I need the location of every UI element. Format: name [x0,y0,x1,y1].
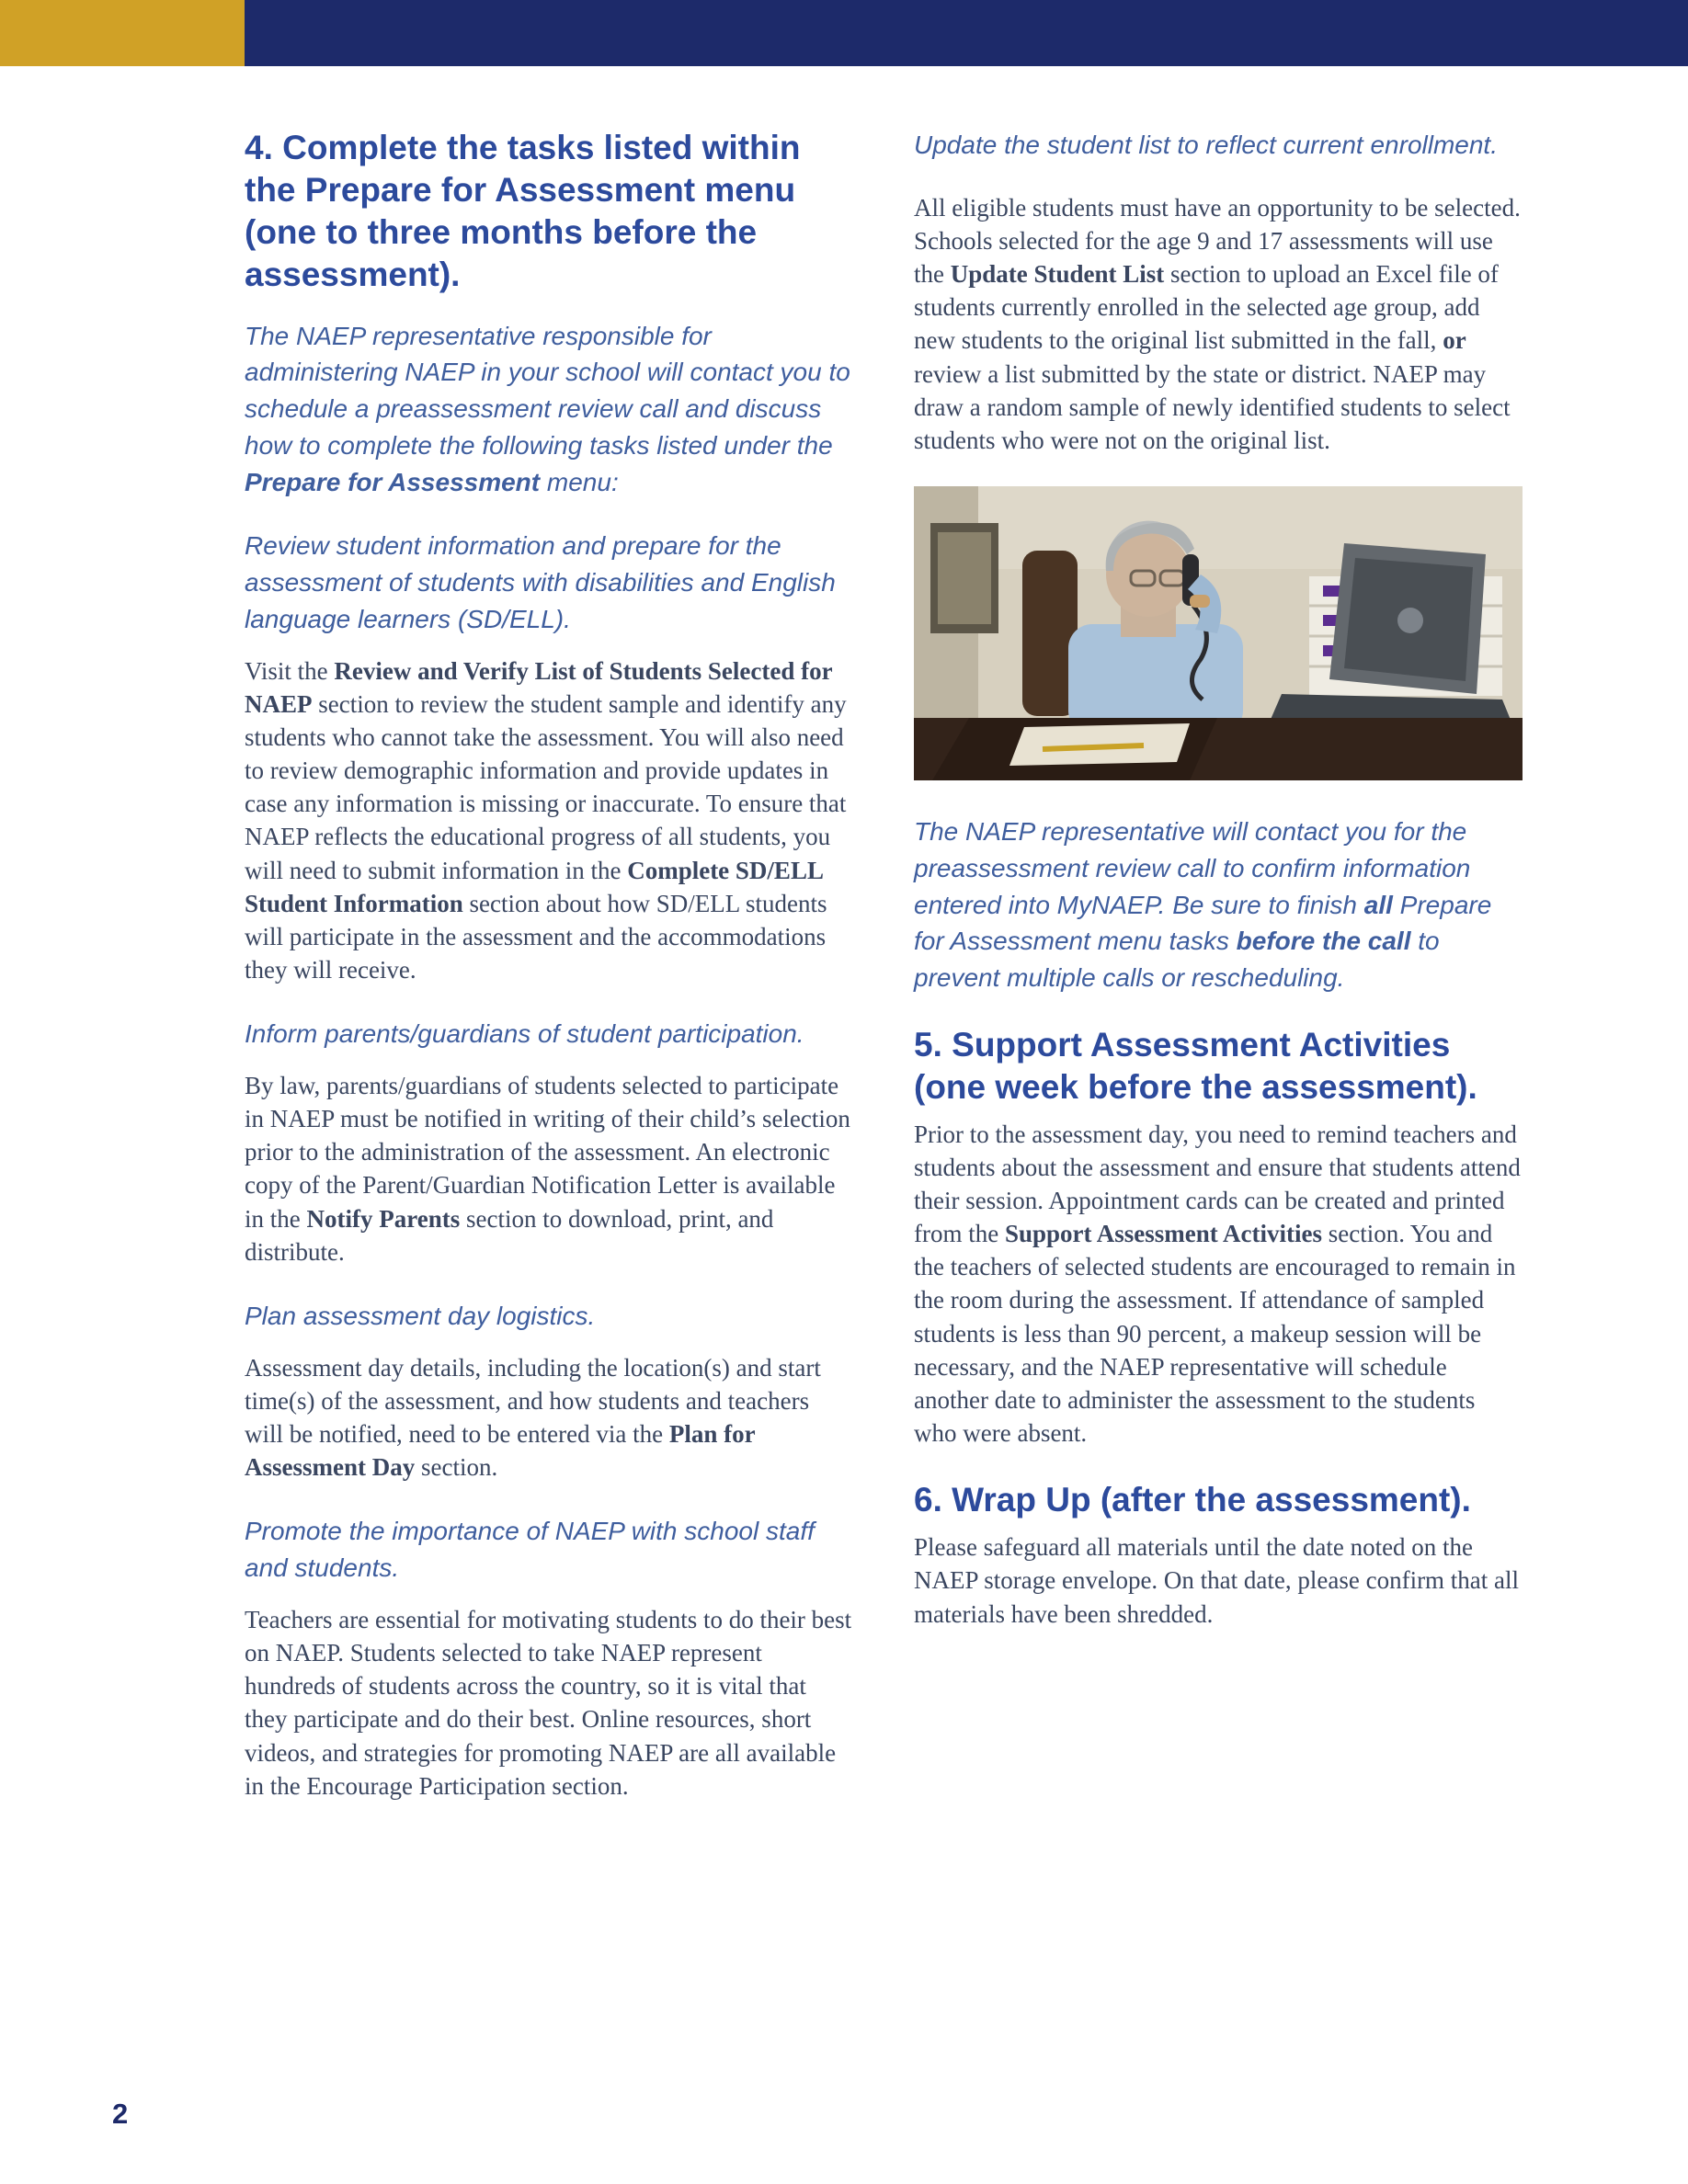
section-6-heading: 6. Wrap Up (after the assessment). [914,1481,1471,1519]
update-student-list-subhead: Update the student list to reflect current enrollment. [914,131,1498,159]
section-6-body: Please safeguard all materials until the date noted on the NAEP storage envelope. On that date, please confirm that all materials have been shredded. [914,1533,1520,1628]
section-5-heading: 5. Support Assessment Activities (one week before the assessment). [914,1025,1477,1106]
task-body-review-students: Visit the Review and Verify List of Students Selected for NAEP section to review the student sample and identify any students who cannot take the assessment. You will also need to review demographic information and provide updates in case any information is missing or inaccurate. To ensure that NAEP reflects the educational progress of all students, you will need to submit information in the Complete SD/ELL Student Information section about how SD/ELL students will participate in the assessment and the accommodations they will receive. [245,656,847,984]
task-subhead-inform-parents: Inform parents/guardians of student participation. [245,1019,804,1049]
task-subhead-review-students: Review student information and prepare for the assessment of students with disabilities and English language learners (SD/ELL). [245,531,836,633]
gold-accent-bar [0,0,245,66]
photo-illustration [914,486,1523,780]
task-body-inform-parents: By law, parents/guardians of students selected to participate in NAEP must be notified in writing of their child’s selection prior to the administration of the assessment. An electronic copy of the Parent/Guardian Notification Letter is available in the Notify Parents section to download, print, and distribute. [245,1071,850,1266]
naep-representative-photo [914,486,1523,780]
photo-caption: The NAEP representative will contact you for the preassessment review call to confirm information entered into MyNAEP. Be sure to finish all Prepare for Assessment menu tasks before the call to prevent multiple calls or rescheduling. [914,817,1492,993]
page-number: 2 [112,2098,129,2130]
task-subhead-promote-naep: Promote the importance of NAEP with school staff and students. [245,1517,815,1583]
task-body-plan-logistics: Assessment day details, including the location(s) and start time(s) of the assessment, and how students and teachers will be notified, need to be entered via the Plan for Assessment Day section. [245,1353,821,1482]
page-header-bar [0,0,1688,66]
section-4-heading: 4. Complete the tasks listed within the Prepare for Assessment menu (one to three months before the assessment). [245,129,801,293]
section-4-intro: The NAEP representative responsible for administering NAEP in your school will contact you to schedule a preassessment review call and discuss how to complete the following tasks listed under the Prepare for Assessment menu: [245,321,850,496]
task-body-promote-naep: Teachers are essential for motivating students to do their best on NAEP. Students selected to take NAEP represent hundreds of students across the country, so it is vital that they participate and do their best. Online resources, short videos, and strategies for promoting NAEP are all available in the Encourage Participation section. [245,1605,852,1800]
update-student-list-body: All eligible students must have an opportunity to be selected. Schools selected for the age 9 and 17 assessments will use the Update Student List section to upload an Excel file of students currently enrolled in the selected age group, add new students to the original list submitted in the fall, or review a list submitted by the state or district. NAEP may draw a random sample of newly identified students to select students who were not on the original list. [914,193,1521,454]
task-subhead-plan-logistics: Plan assessment day logistics. [245,1302,596,1330]
section-5-body: Prior to the assessment day, you need to remind teachers and students about the assessment and ensure that students attend their session. Appointment cards can be created and printed from the Support Assessment Activities section. You and the teachers of selected students are encouraged to remain in the room during the assessment. If attendance of sampled students is less than 90 percent, a makeup session will be necessary, and the NAEP representative will schedule another date to administer the assessment to the students who were absent. [914,1120,1521,1448]
page-content [0,66,1688,1832]
desk [914,718,1523,780]
left-column [245,127,853,1832]
right-column [914,127,1523,1832]
navy-header-bar [245,0,1688,66]
